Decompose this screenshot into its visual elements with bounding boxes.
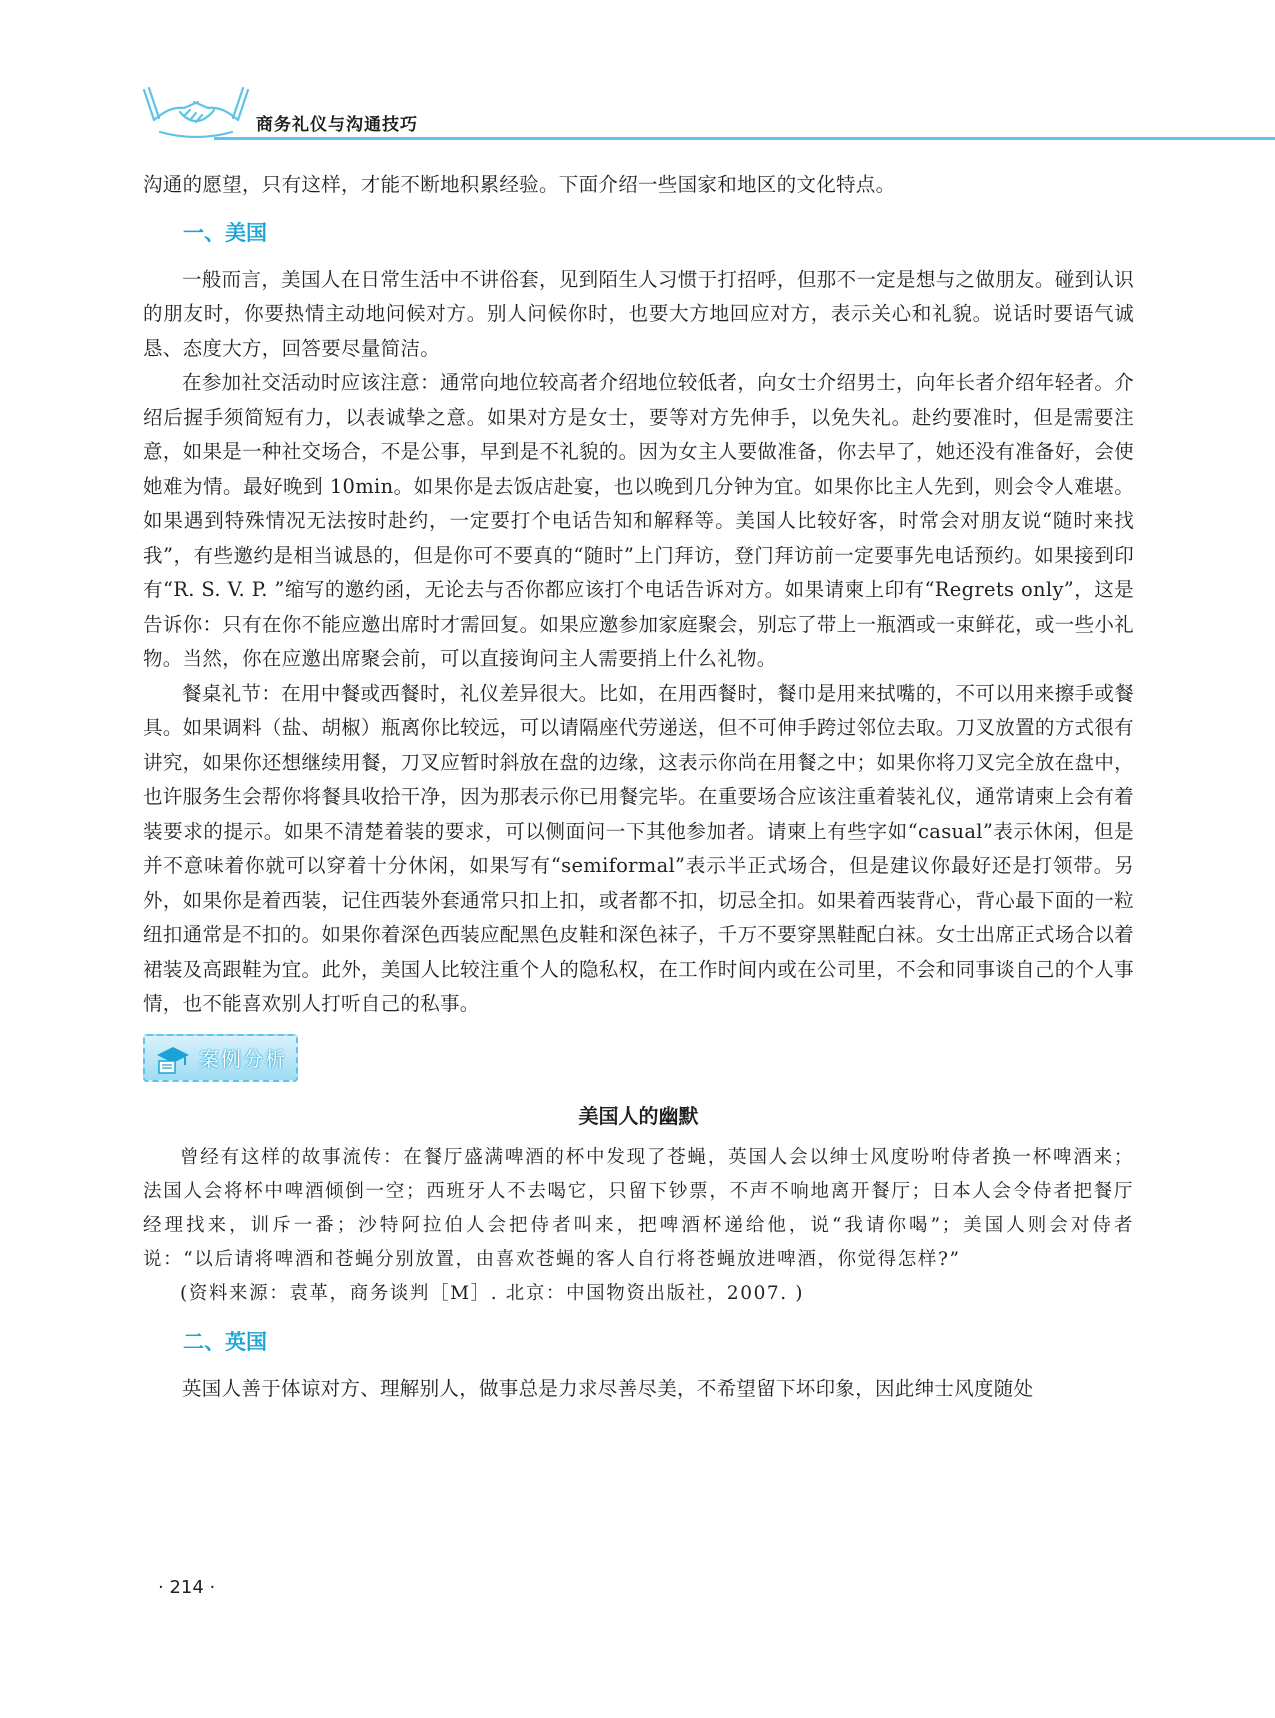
intro-paragraph: 沟通的愿望，只有这样，才能不断地积累经验。下面介绍一些国家和地区的文化特点。 [143,173,896,196]
paragraph: 餐桌礼节：在用中餐或西餐时，礼仪差异很大。比如，在用西餐时，餐巾是用来拭嘴的，不可以用来擦手或餐具。如果调料（盐、胡椒）瓶离你比较远，可以请隔座代劳递送，但不可伸手跨过邻位去取。刀叉放置的方式很有讲究，如果你还想继续用餐，刀叉应暂时斜放在盘的边缘，这表示你尚在用餐之中；如果你将刀叉完全放在盘中，也许服务生会帮你将餐具收拾干净，因为那表示你已用餐完毕。在重要场合应该注重着装礼仪，通常请柬上会有着装要求的提示。如果不清楚着装的要求，可以侧面问一下其他参加者。请柬上有些字如“casual”表示休闲，但是并不意味着你就可以穿着十分休闲，如果写有“semiformal”表示半正式场合，但是建议你最好还是打领带。另外，如果你是着西装，记住西装外套通常只扣上扣，或者都不扣，切忌全扣。如果着西装背心，背心最下面的一粒纽扣通常是不扣的。如果你着深色西装应配黑色皮鞋和深色袜子，千万不要穿黑鞋配白袜。女士出席正式场合以着裙装及高跟鞋为宜。此外，美国人比较注重个人的隐私权，在工作时间内或在公司里，不会和同事谈自己的个人事情，也不能喜欢别人打听自己的私事。 [143,681,1134,1015]
page-content [143,168,1134,1406]
section-heading-uk: 二、英国 [183,1329,267,1354]
case-title: 美国人的幽默 [578,1103,699,1128]
graduation-book-icon [153,1041,193,1075]
case-paragraph: 曾经有这样的故事流传：在餐厅盛满啤酒的杯中发现了苍蝇，英国人会以绅士风度吩咐侍者换一杯啤酒来；法国人会将杯中啤酒倾倒一空；西班牙人不去喝它，只留下钞票，不声不响地离开餐厅；日本人会令侍者把餐厅经理找来，训斥一番；沙特阿拉伯人会把侍者叫来，把啤酒杯递给他，说“我请你喝”；美国人则会对侍者说：“以后请将啤酒和苍蝇分别放置，由喜欢苍蝇的客人自行将苍蝇放进啤酒，你觉得怎样?” [143,1146,1134,1270]
paragraph: 在参加社交活动时应该注意：通常向地位较高者介绍地位较低者，向女士介绍男士，向年长者介绍年轻者。介绍后握手须简短有力，以表诚挚之意。如果对方是女士，要等对方先伸手，以免失礼。赴约要准时，但是需要注意，如果是一种社交场合，不是公事，早到是不礼貌的。因为女主人要做准备，你去早了，她还没有准备好，会使她难为情。最好晚到 10min。如果你是去饭店赴宴，也以晚到几分钟为宜。如果你比主人先到，则会令人难堪。如果遇到特殊情况无法按时赴约，一定要打个电话告知和解释等。美国人比较好客，时常会对朋友说“随时来找我”，有些邀约是相当诚恳的，但是你可不要真的“随时”上门拜访，登门拜访前一定要事先电话预约。如果接到印有“R. S. V. P. ”缩写的邀约函，无论去与否你都应该打个电话告诉对方。如果请柬上印有“Regrets only”，这是告诉你：只有在你不能应邀出席时才需回复。如果应邀参加家庭聚会，别忘了带上一瓶酒或一束鲜花，或一些小礼物。当然，你在应邀出席聚会前，可以直接询问主人需要捎上什么礼物。 [143,371,1134,670]
case-analysis-label: 案例分析 [199,1047,287,1071]
paragraph: 一般而言，美国人在日常生活中不讲俗套，见到陌生人习惯于打招呼，但那不一定是想与之做朋友。碰到认识的朋友时，你要热情主动地问候对方。别人问候你时，也要大方地回应对方，表示关心和礼貌。说话时要语气诚恳、态度大方，回答要尽量简洁。 [143,267,1134,360]
paragraph: 英国人善于体谅对方、理解别人，做事总是力求尽善尽美，不希望留下坏印象，因此绅士风度随处 [182,1376,1034,1400]
page-number: · 214 · [158,1577,216,1598]
section-heading-usa: 一、美国 [183,220,267,245]
case-source: (资料来源：袁革，商务谈判［M］. 北京：中国物资出版社，2007. ) [180,1282,805,1304]
page-header [0,80,1275,150]
handshake-icon [140,80,252,138]
book-title: 商务礼仪与沟通技巧 [256,115,418,135]
header-rule [214,137,1275,140]
case-analysis-badge [143,1034,298,1082]
case-body [143,1141,1134,1311]
